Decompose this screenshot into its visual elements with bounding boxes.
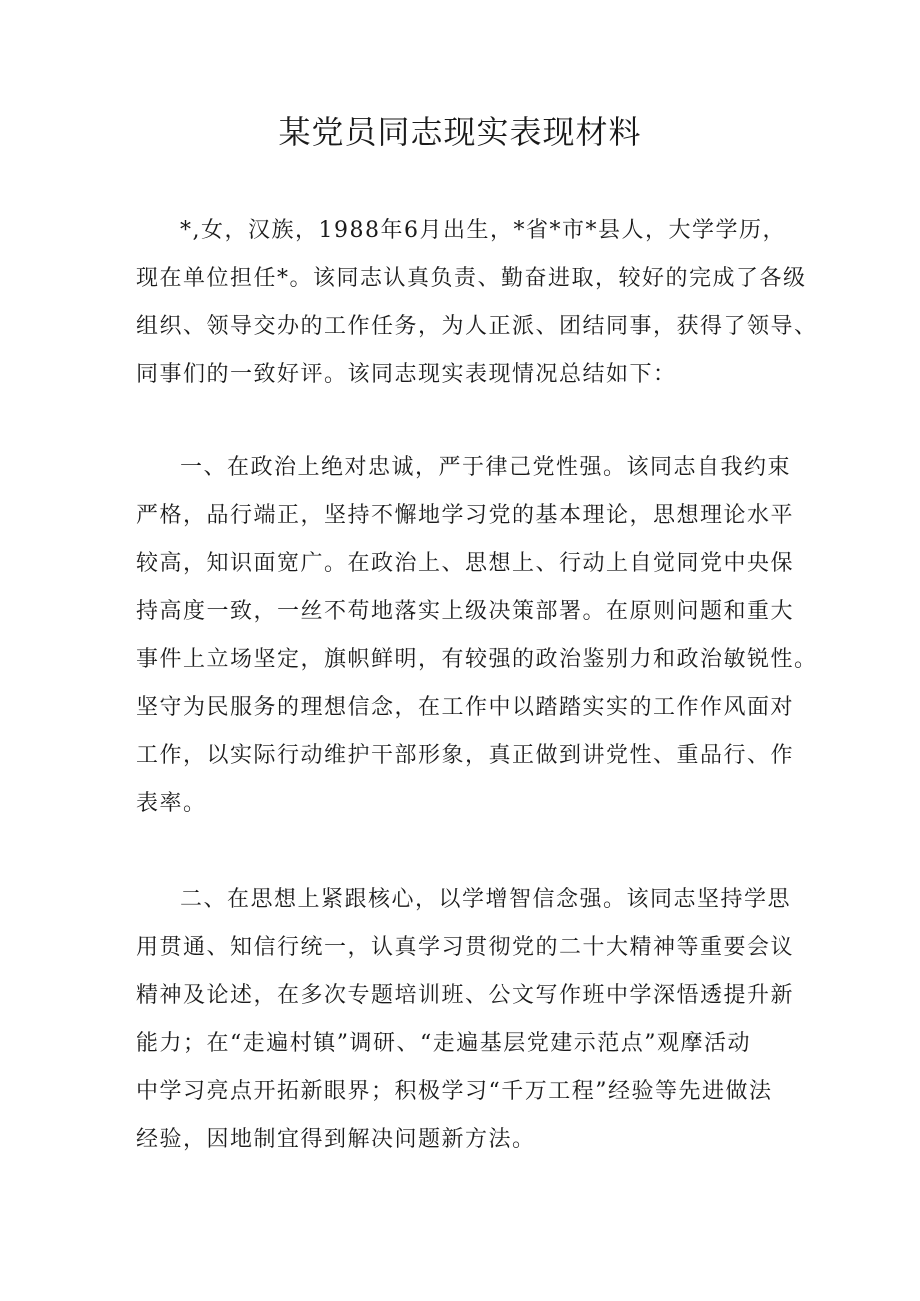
paragraph-line: 中学习亮点开拓新眼界；积极学习“千万工程”经验等先进做法 (136, 1079, 773, 1104)
paragraph-line: 二、在思想上紧跟核心，以学增智信念强。该同志坚持学思 (180, 887, 792, 912)
paragraph-line: 精神及论述，在多次专题培训班、公文写作班中学深悟透提升新 (136, 983, 795, 1008)
paragraph-political-loyalty (136, 444, 818, 828)
paragraph-line: 用贯通、知信行统一，认真学习贯彻党的二十大精神等重要会议 (136, 935, 795, 960)
paragraph-line: 较高，知识面宽广。在政治上、思想上、行动上自觉同党中央保 (136, 551, 795, 576)
paragraph-line: 组织、领导交办的工作任务，为人正派、团结同事，获得了领导、 (136, 314, 818, 339)
paragraph-line: *,女，汉族，1988年6月出生，*省*市*县人，大学学历， (180, 218, 786, 243)
paragraph-line: 现在单位担任*。该同志认真负责、勤奋进取，较好的完成了各级 (136, 266, 807, 291)
paragraph-intro (136, 207, 818, 399)
paragraph-line: 能力；在“走遍村镇”调研、“走遍基层党建示范点”观摩活动 (136, 1031, 751, 1056)
paragraph-line: 经验，因地制宜得到解决问题新方法。 (136, 1127, 536, 1152)
document-title: 某党员同志现实表现材料 (278, 113, 642, 151)
paragraph-line: 同事们的一致好评。该同志现实表现情况总结如下： (136, 362, 677, 387)
paragraph-line: 一、在政治上绝对忠诚，严于律己党性强。该同志自我约束 (180, 455, 792, 480)
paragraph-line: 工作，以实际行动维护干部形象，真正做到讲党性、重品行、作 (136, 743, 795, 768)
paragraph-line: 坚守为民服务的理想信念，在工作中以踏踏实实的工作作风面对 (136, 695, 795, 720)
paragraph-ideological-learning (136, 876, 795, 1164)
paragraph-line: 持高度一致，一丝不苟地落实上级决策部署。在原则问题和重大 (136, 599, 795, 624)
paragraph-line: 事件上立场坚定，旗帜鲜明，有较强的政治鉴别力和政治敏锐性。 (136, 647, 818, 672)
paragraph-line: 表率。 (136, 791, 207, 816)
paragraph-line: 严格，品行端正，坚持不懈地学习党的基本理论，思想理论水平 (136, 503, 795, 528)
